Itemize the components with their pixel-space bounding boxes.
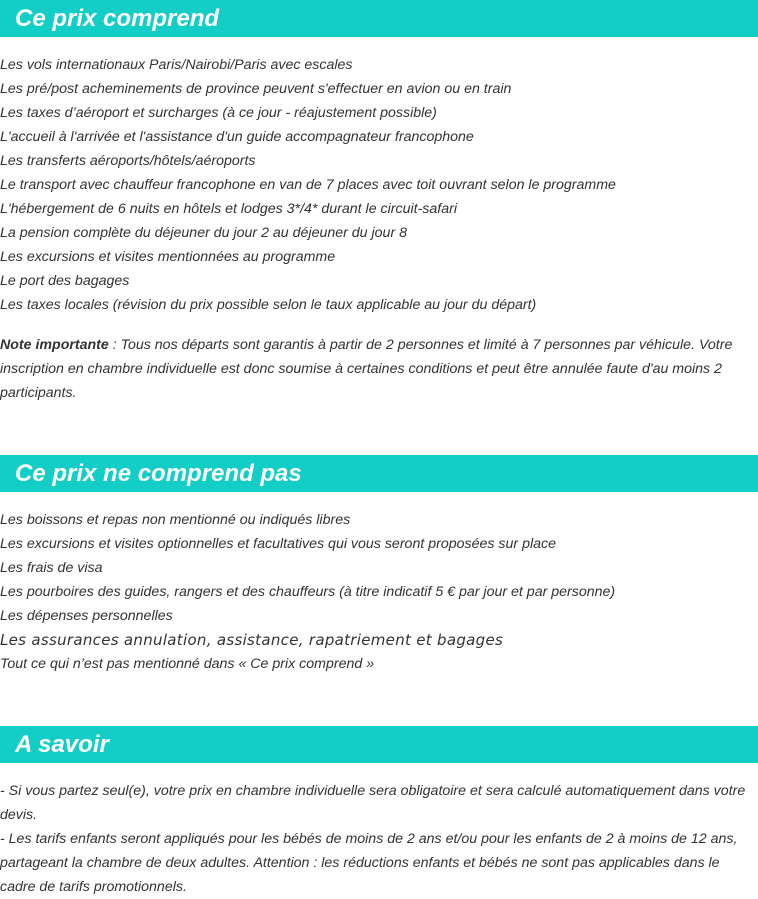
list-item: La pension complète du déjeuner du jour 2 au déjeuner du jour 8 bbox=[0, 225, 408, 241]
list-item: Les dépenses personnelles bbox=[0, 608, 173, 624]
list-item: Les frais de visa bbox=[0, 560, 103, 576]
list-item: Les transferts aéroports/hôtels/aéroports bbox=[0, 153, 256, 169]
list-item: L'accueil à l'arrivée et l'assistance d'un guide accompagnateur francophone bbox=[0, 129, 474, 145]
important-note bbox=[0, 333, 752, 405]
section-header-excludes: Ce prix ne comprend pas bbox=[0, 455, 758, 492]
list-item: Le transport avec chauffeur francophone en van de 7 places avec toit ouvrant selon le programme bbox=[0, 177, 616, 193]
list-item: Les assurances annulation, assistance, rapatriement et bagages bbox=[0, 631, 504, 649]
list-item: Les pré/post acheminements de province peuvent s'effectuer en avion ou en train bbox=[0, 81, 512, 97]
section-header-includes: Ce prix comprend bbox=[0, 0, 758, 37]
list-item: Les pourboires des guides, rangers et des chauffeurs (à titre indicatif 5 € par jour et par personne) bbox=[0, 584, 616, 600]
includes-list bbox=[0, 53, 758, 317]
good-to-know-paragraph-1: - Si vous partez seul(e), votre prix en chambre individuelle sera obligatoire et sera calculé automatiquement dans votre devis. bbox=[0, 783, 746, 823]
list-item: Les taxes d’aéroport et surcharges (à ce jour - réajustement possible) bbox=[0, 105, 437, 121]
list-item: L'hébergement de 6 nuits en hôtels et lodges 3*/4* durant le circuit-safari bbox=[0, 201, 457, 217]
list-item: Les vols internationaux Paris/Nairobi/Paris avec escales bbox=[0, 57, 353, 73]
list-item: Les boissons et repas non mentionné ou indiqués libres bbox=[0, 512, 351, 528]
list-item: Les taxes locales (révision du prix possible selon le taux applicable au jour du départ) bbox=[0, 297, 537, 313]
important-note-text: : Tous nos départs sont garantis à partir de 2 personnes et limité à 7 personnes par véhicule. Votre inscription en chambre individuelle est donc soumise à certaines conditions et peut être annulée faute d'au moins 2 participants. bbox=[0, 337, 733, 401]
good-to-know-paragraph-2: - Les tarifs enfants seront appliqués pour les bébés de moins de 2 ans et/ou pour les enfants de 2 à moins de 12 ans, partageant la chambre de deux adultes. Attention : les réductions enfants et bébés ne sont pas applicables dans le cadre de tarifs promotionnels. bbox=[0, 831, 738, 895]
list-item: Les excursions et visites mentionnées au programme bbox=[0, 249, 336, 265]
list-item: Tout ce qui n’est pas mentionné dans « Ce prix comprend » bbox=[0, 656, 375, 672]
important-note-label: Note importante bbox=[0, 337, 109, 353]
excludes-list bbox=[0, 508, 758, 676]
list-item: Le port des bagages bbox=[0, 273, 130, 289]
list-item: Les excursions et visites optionnelles et facultatives qui vous seront proposées sur place bbox=[0, 536, 556, 552]
section-header-good-to-know: A savoir bbox=[0, 726, 758, 763]
